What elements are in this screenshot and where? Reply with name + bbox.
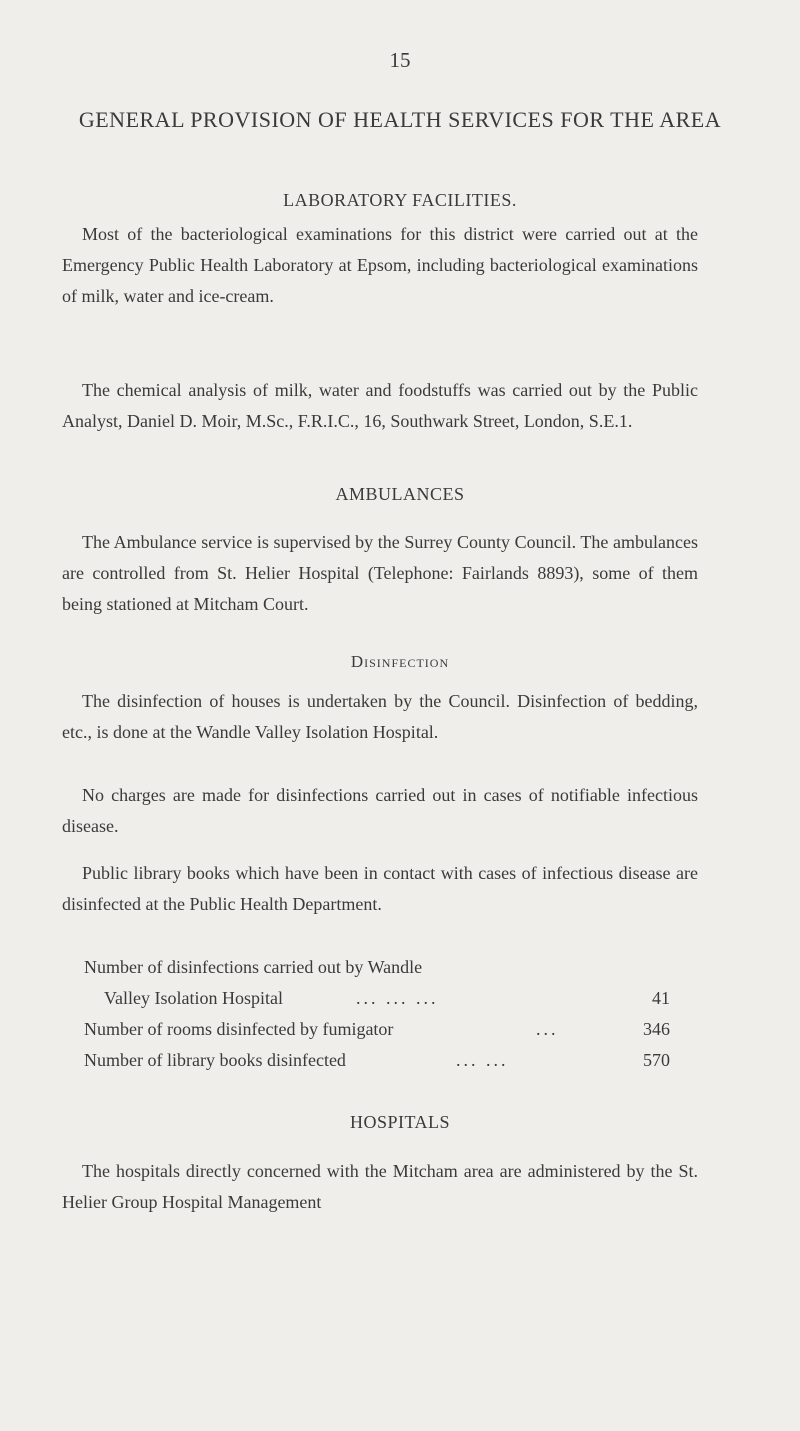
leader-dots: ...: [536, 1019, 559, 1039]
stat-label: Number of rooms disinfected by fumigator: [84, 1019, 394, 1039]
stat-label: Valley Isolation Hospital: [104, 988, 283, 1008]
laboratory-heading: LABORATORY FACILITIES.: [283, 190, 517, 210]
disinfection-paragraph-3: Public library books which have been in contact with cases of infectious disease are disinfected at the Public Health Department.: [62, 863, 698, 914]
page-title: GENERAL PROVISION OF HEALTH SERVICES FOR THE AREA: [78, 107, 722, 132]
stat-value: 570: [643, 1050, 670, 1070]
leader-dots: ... ... ...: [356, 988, 439, 1008]
laboratory-paragraph-2: The chemical analysis of milk, water and foodstuffs was carried out by the Public Analyst, Daniel D. Moir, M.Sc., F.R.I.C., 16, Southwark Street, London, S.E.1.: [62, 380, 698, 431]
ambulances-heading: AMBULANCES: [335, 484, 465, 504]
page-number: 15: [389, 48, 411, 72]
hospitals-heading: HOSPITALS: [349, 1112, 451, 1132]
stat-row-library: [84, 1045, 670, 1076]
hospitals-paragraph: The hospitals directly concerned with the Mitcham area are administered by the St. Helier Group Hospital Management: [62, 1161, 698, 1212]
stat-value: 41: [652, 988, 670, 1008]
stat-row-wandle-label: [84, 952, 670, 983]
stat-row-wandle: [84, 983, 670, 1014]
ambulances-paragraph: The Ambulance service is supervised by the Surrey County Council. The ambulances are controlled from St. Helier Hospital (Telephone: Fairlands 8893), some of them being stationed at Mitcham Court.: [62, 532, 698, 614]
disinfection-paragraph-1: The disinfection of houses is undertaken by the Council. Disinfection of bedding, etc., is done at the Wandle Valley Isolation Hospital.: [62, 691, 698, 742]
disinfection-heading: Disinfection: [350, 652, 450, 671]
stat-label: Number of disinfections carried out by Wandle: [84, 957, 423, 977]
leader-dots: ... ...: [456, 1050, 509, 1070]
laboratory-paragraph-1: Most of the bacteriological examinations for this district were carried out at the Emergency Public Health Laboratory at Epsom, including bacteriological examinations of milk, water and ice-cream.: [62, 224, 698, 306]
disinfection-paragraph-2: No charges are made for disinfections carried out in cases of notifiable infectious disease.: [62, 785, 698, 836]
stat-label: Number of library books disinfected: [84, 1050, 346, 1070]
stat-value: 346: [643, 1019, 670, 1039]
stat-row-fumigator: [84, 1014, 670, 1045]
